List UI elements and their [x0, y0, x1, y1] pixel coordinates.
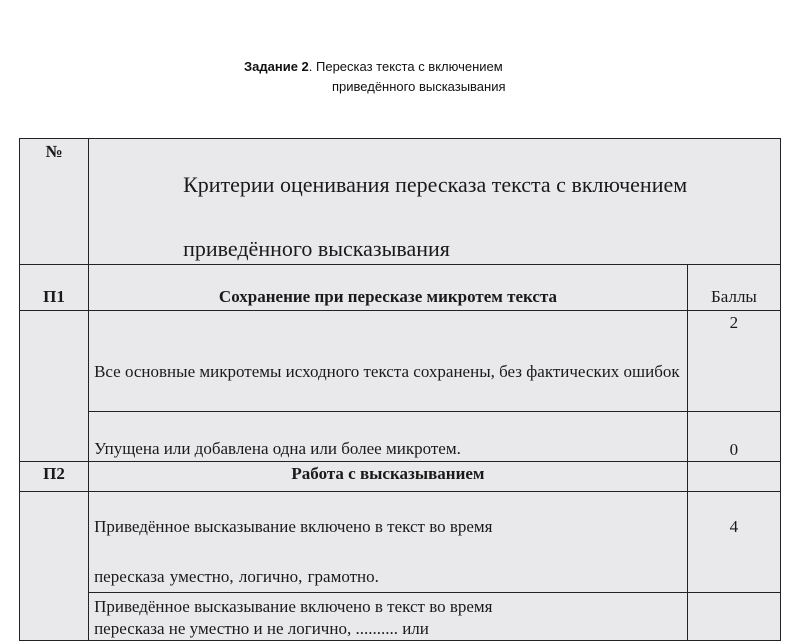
table-row: [20, 412, 781, 462]
section-p1-number: П1: [20, 265, 89, 311]
criterion-text: [89, 492, 688, 593]
section-p2-title: Работа с высказыванием: [89, 462, 688, 492]
criteria-title-line2: приведённого высказывания: [183, 236, 450, 261]
criterion-text: Упущена или добавлена одна или более микротем.: [89, 412, 688, 462]
table-row: [20, 492, 781, 593]
criterion-text: [89, 311, 688, 412]
task-label: Задание 2: [244, 59, 309, 74]
criterion-points: 2: [687, 311, 780, 412]
section-p1-header: [20, 265, 781, 311]
table-row: [20, 311, 781, 412]
task-title-line1: . Пересказ текста с включением: [308, 59, 503, 74]
criterion-line1: Приведённое высказывание включено в текст во время: [94, 597, 493, 616]
table-header-row: [20, 139, 781, 265]
criteria-table: [19, 138, 781, 641]
criterion-points: 4: [687, 492, 780, 593]
empty-points-cell: [687, 462, 780, 492]
task-heading: [244, 57, 506, 97]
section-p2-header: [20, 462, 781, 492]
criterion-line2: пересказа не уместно и не логично, .......... или: [94, 619, 429, 638]
criteria-title-line1: Критерии оценивания пересказа текста с включением: [183, 172, 688, 197]
number-column-header: №: [20, 139, 89, 265]
criterion-line1: Приведённое высказывание включено в текст во время: [94, 517, 493, 536]
criteria-title: [89, 139, 781, 265]
criterion-line2: пересказа уместно, логично, грамотно.: [94, 567, 379, 586]
empty-number-cell: [20, 492, 89, 641]
section-p1-title: Сохранение при пересказе микротем текста: [89, 265, 688, 311]
criterion-text-content: Все основные микротемы исходного текста сохранены, без фактических ошибок: [94, 362, 680, 381]
task-title-line2: приведённого высказывания: [332, 79, 506, 94]
empty-number-cell: [20, 311, 89, 462]
section-p2-number: П2: [20, 462, 89, 492]
points-column-header: Баллы: [687, 265, 780, 311]
criterion-points: 0: [687, 412, 780, 462]
